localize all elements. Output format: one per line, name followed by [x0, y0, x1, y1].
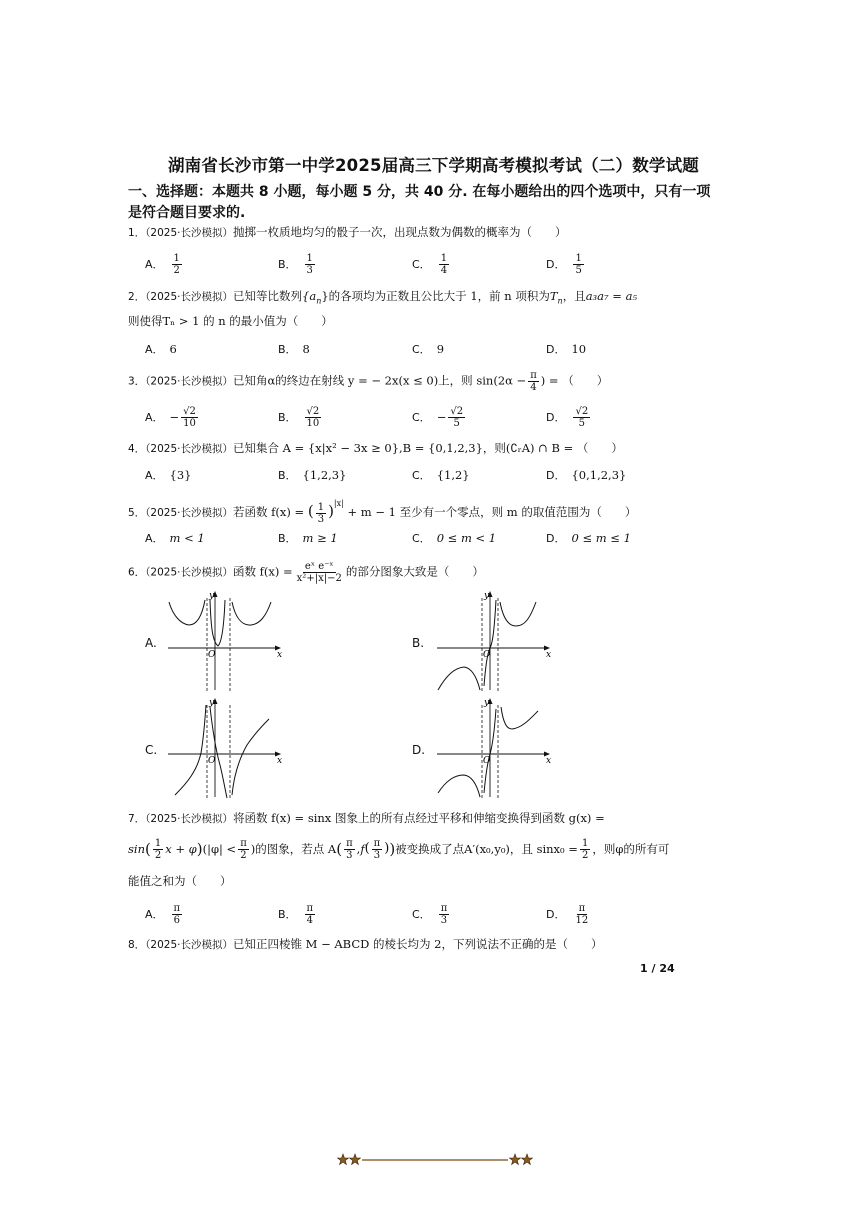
graph-label-b[interactable]: B. — [412, 636, 425, 650]
option-a[interactable]: A． m < 1 — [145, 531, 205, 545]
option-b[interactable]: B． 8 — [278, 342, 310, 356]
axis-y-label: y — [484, 698, 490, 708]
option-a[interactable]: A． − $\frac{√2}{10}$ — [145, 405, 196, 429]
question-3-options — [145, 405, 745, 429]
section-heading: 一、选择题：本题共 8 小题，每小题 5 分，共 40 分. 在每小题给出的四个选项中，只有一项是符合题目要求的. — [128, 184, 711, 221]
option-c[interactable]: C． 9 — [412, 342, 445, 356]
axis-y-label: y — [209, 698, 215, 708]
option-a[interactable]: A． {3} — [145, 468, 192, 482]
option-d[interactable]: D． 10 — [546, 342, 587, 356]
star-icon — [522, 1154, 533, 1165]
origin-label: O — [483, 650, 491, 660]
star-icon — [338, 1154, 349, 1165]
option-c[interactable]: C． {1,2} — [412, 468, 470, 482]
origin-label: O — [483, 756, 491, 766]
question-1-options — [145, 252, 745, 276]
question-4-options — [145, 463, 745, 487]
option-b[interactable]: B． $\frac{√2}{10}$ — [278, 405, 320, 429]
option-a[interactable]: A． $\frac{\pi}{6}$ — [145, 902, 181, 926]
axis-x-label: x — [277, 756, 283, 766]
question-1: 1．（2025·长沙模拟）抛掷一枚质地均匀的骰子一次，出现点数为偶数的概率为（ ） — [128, 225, 567, 239]
option-c[interactable]: C． $\frac{1}{4}$ — [412, 252, 448, 276]
option-c[interactable]: C． − $\frac{√2}{5}$ — [412, 405, 464, 429]
question-5: 5．（2025·长沙模拟）若函数 f(x) = ( $\frac{1}{3}$ )$^{|x|}$ + m − 1 至少有一个零点，则 m 的取值范围为（ ） — [128, 499, 637, 525]
graph-c[interactable] — [163, 697, 288, 800]
option-d[interactable]: D． $\frac{1}{5}$ — [546, 252, 582, 276]
graph-label-a[interactable]: A. — [145, 636, 157, 650]
question-7: 7．（2025·长沙模拟）将函数 f(x) = sinx 图象上的所有点经过平移和伸缩变换得到函数 g(x) = — [128, 811, 605, 825]
option-d[interactable]: D． {0,1,2,3} — [546, 468, 627, 482]
question-5-options — [145, 526, 745, 550]
question-7-line3: 能值之和为（ ） — [128, 874, 232, 888]
axis-x-label: x — [277, 650, 283, 660]
option-a[interactable]: A． $\frac{1}{2}$ — [145, 252, 180, 276]
option-b[interactable]: B． {1,2,3} — [278, 468, 347, 482]
star-icon — [350, 1154, 361, 1165]
origin-label: O — [208, 756, 216, 766]
graph-label-d[interactable]: D. — [412, 743, 426, 757]
axis-x-label: x — [546, 650, 552, 660]
question-2-options — [145, 337, 745, 361]
graph-a[interactable] — [163, 590, 288, 693]
question-7-options — [145, 902, 745, 926]
option-a[interactable]: A． 6 — [145, 342, 177, 356]
question-4: 4．（2025·长沙模拟）已知集合 A = {x|x² − 3x ≥ 0},B = {0,1,2,3}，则(∁ᵣA) ∩ B = （ ） — [128, 441, 623, 455]
option-b[interactable]: B． m ≥ 1 — [278, 531, 338, 545]
option-d[interactable]: D． $\frac{√2}{5}$ — [546, 405, 589, 429]
option-d[interactable]: D． 0 ≤ m ≤ 1 — [546, 531, 631, 545]
option-d[interactable]: D． $\frac{\pi}{12}$ — [546, 902, 589, 926]
question-3: 3．（2025·长沙模拟）已知角α的终边在射线 y = − 2x(x ≤ 0)上，则 sin(2α − $\frac{\pi}{4}$ ) = （ ） — [128, 370, 609, 393]
graph-label-c[interactable]: C. — [145, 743, 158, 757]
option-c[interactable]: C． $\frac{\pi}{3}$ — [412, 902, 448, 926]
axis-y-label: y — [209, 591, 215, 601]
option-c[interactable]: C． 0 ≤ m < 1 — [412, 531, 497, 545]
star-icon — [510, 1154, 521, 1165]
option-b[interactable]: B． $\frac{1}{3}$ — [278, 252, 313, 276]
axis-y-label: y — [484, 591, 490, 601]
graph-d[interactable] — [432, 697, 557, 800]
question-7-line2: sin ( $\frac{1}{2}$ x + φ ) (|φ| < $\frac{\pi}{2}$ )的图象，若点 A ( $\frac{\pi}{3}$ , f ( $\frac{\pi}{3}$ ) ) 被变换成了点A′(x₀,y₀)，且 sinx₀ = $\frac{1}{2}$ ，则φ的所有可 — [128, 837, 670, 861]
page-title: 湖南省长沙市第一中学2025届高三下学期高考模拟考试（二）数学试题 — [167, 156, 700, 175]
question-8: 8．（2025·长沙模拟）已知正四棱锥 M − ABCD 的棱长均为 2，下列说法不正确的是（ ） — [128, 937, 603, 951]
graph-b[interactable] — [432, 590, 557, 693]
origin-label: O — [208, 650, 216, 660]
footer-ornament — [337, 1153, 533, 1167]
question-2-line2: 则使得Tₙ > 1 的 n 的最小值为（ ） — [128, 314, 333, 328]
question-6: 6．（2025·长沙模拟）函数 f(x) = $\frac{\text{eˣ e⁻ˣ}}{\text{x²+|x|−2}}$ 的部分图象大致是（ ） — [128, 561, 484, 584]
axis-x-label: x — [546, 756, 552, 766]
option-b[interactable]: B． $\frac{\pi}{4}$ — [278, 902, 314, 926]
question-2: 2．（2025·长沙模拟）已知等比数列$\{a_n\}$的各项均为正数且公比大于 1，前 n 项积为$T_n$，且a₃a₇ = a₅ — [128, 289, 638, 306]
page-number: 1 / 24 — [640, 962, 675, 975]
